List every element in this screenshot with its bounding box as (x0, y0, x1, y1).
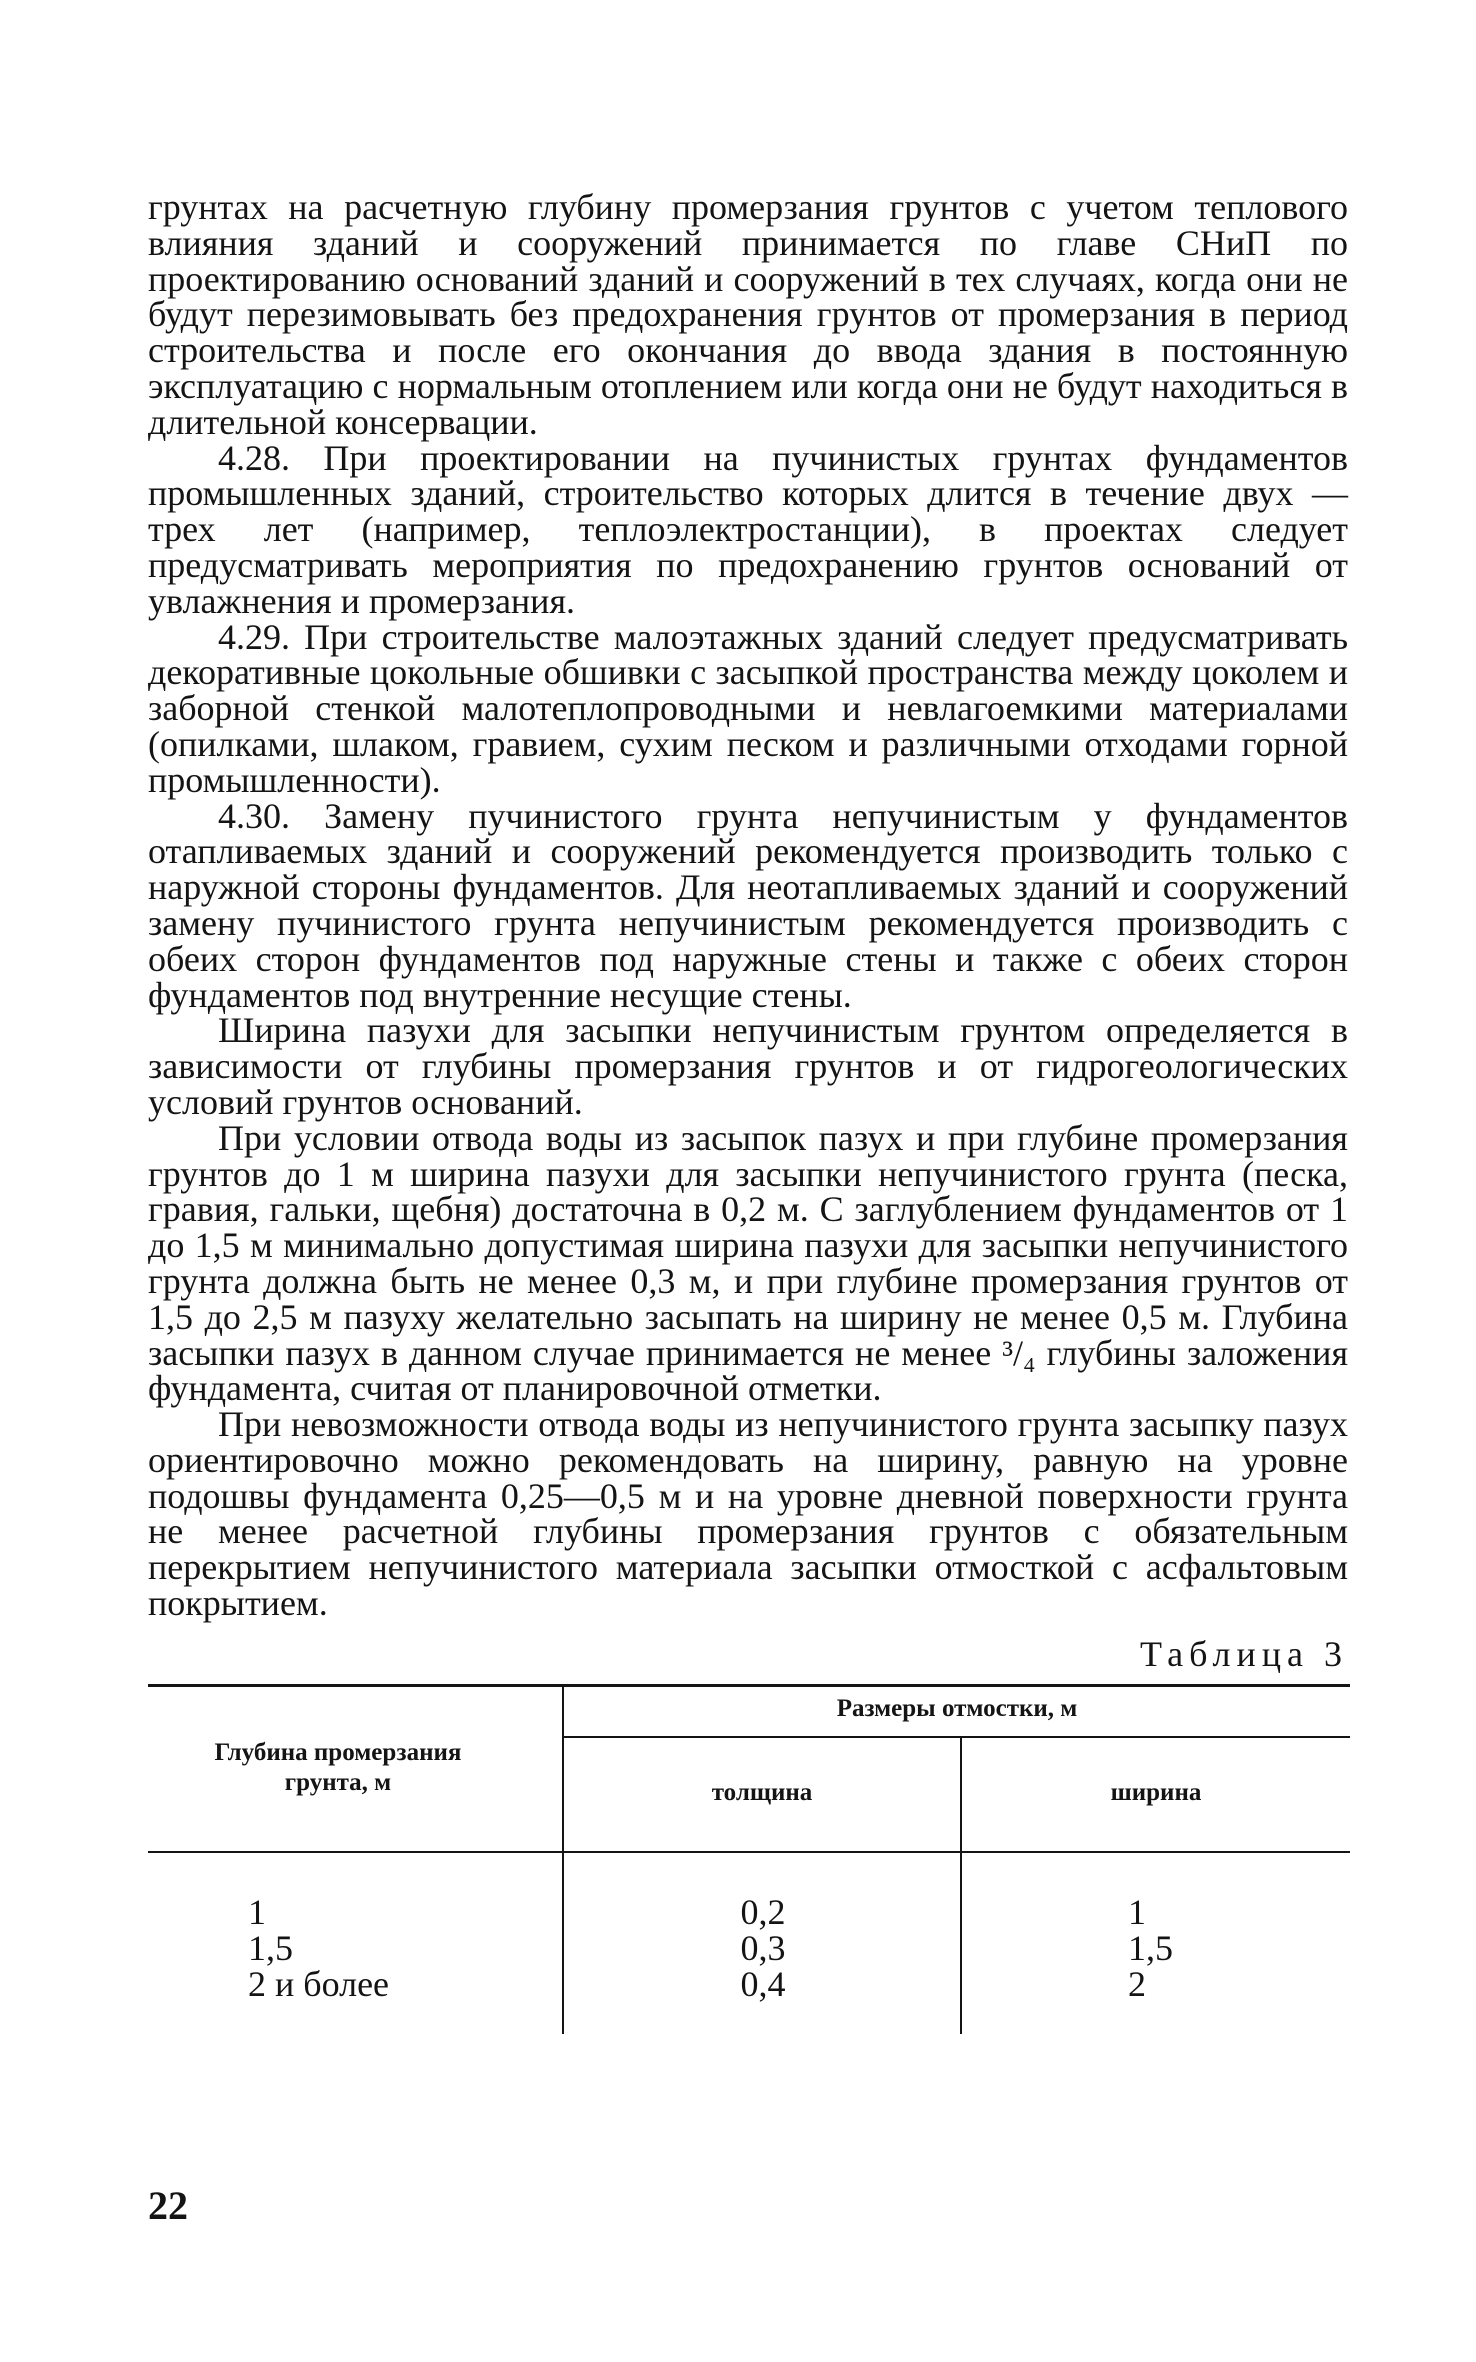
thickness-cell: 0,4 (740, 1963, 786, 2004)
table-title: Таблица 3 (1140, 1633, 1348, 1674)
paragraph-width: Ширина пазухи для засыпки непучинистым грунтом определяется в зависимости от глубины промерзания грунтов и от гидрогеологических условий грунтов оснований. (148, 1010, 1348, 1122)
table-subheader-rule (562, 1736, 1350, 1738)
paragraph-drainage: При условии отвода воды из засыпок пазух и при глубине промерзания грунтов до 1 м ширина пазухи для засыпки непучинистого грунта (песка, гравия, гальки, щебня) достаточна в 0,2 м. С заглублением фундаментов от 1 до 1,5 м минимально допустимая ширина пазухи для засыпки непучинистого грунта должна быть не менее 0,3 м, и при глубине промерзания грунтов от 1,5 до 2,5 м пазуху желательно засыпать на ширину не менее 0,5 м. Глубина засыпки пазух в данном случае принимается не менее ³/₄ глубины заложения фундамента, считая от планировочной отметки. (148, 1117, 1348, 1409)
width-cell: 2 (1128, 1963, 1146, 2004)
depth-cell: 2 и более (248, 1963, 390, 2004)
paragraph-no-drainage: При невозможности отвода воды из непучинистого грунта засыпку пазух ориентировочно можно рекомендовать на ширину, равную на уровне подошвы фундамента 0,25—0,5 м и на уровне дневной поверхности грунта не менее расчетной глубины промерзания грунтов с обязательным перекрытием непучинистого материала засыпки отмосткой с асфальтовым покрытием. (148, 1404, 1348, 1624)
foundation-table (148, 1684, 1350, 2034)
table-divider-1 (562, 1684, 564, 2034)
col2-header: толщина (711, 1778, 813, 1806)
page-number: 22 (148, 2183, 188, 2228)
depth-cell: 1 (248, 1891, 266, 1932)
paragraph-4-30: 4.30. Замену пучинистого грунта непучинистым у фундаментов отапливаемых зданий и сооружений рекомендуется производить только с наружной стороны фундаментов. Для неотапливаемых зданий и сооружений замену пучинистого грунта непучинистым рекомендуется производить с обеих сторон фундаментов под наружные стены и также с обеих сторон фундаментов под внутренние несущие стены. (148, 795, 1348, 1015)
thickness-cell: 0,3 (740, 1927, 786, 1968)
depth-cell: 1,5 (248, 1927, 293, 1968)
paragraph-continuation: грунтах на расчетную глубину промерзания грунтов с учетом теплового влияния зданий и сооружений принимается по главе СНиП по проектированию оснований зданий и сооружений в тех случаях, когда они не будут перезимовывать без предохранения грунтов от промерзания в период строительства и после его окончания до ввода здания в постоянную эксплуатацию с нормальным отоплением или когда они не будут находиться в длительной консервации. (148, 187, 1348, 442)
width-cell: 1,5 (1128, 1927, 1173, 1968)
group-header: Размеры отмостки, м (836, 1694, 1078, 1722)
col3-header: ширина (1110, 1778, 1202, 1806)
table-top-rule (148, 1684, 1350, 1687)
thickness-cell: 0,2 (740, 1891, 786, 1932)
page-content (148, 187, 1348, 2034)
width-cell: 1 (1128, 1891, 1146, 1932)
table-header-rule (148, 1851, 1350, 1853)
paragraph-4-29: 4.29. При строительстве малоэтажных зданий следует предусматривать декоративные цокольные обшивки с засыпкой пространства между цоколем и заборной стенкой малотеплопроводными и невлагоемкими материалами (опилками, шлаком, гравием, сухим песком и различными отходами горной промышленности). (148, 616, 1348, 800)
paragraph-4-28: 4.28. При проектировании на пучинистых грунтах фундаментов промышленных зданий, строительство которых длится в течение двух — трех лет (например, теплоэлектростанции), в проектах следует предусматривать мероприятия по предохранению грунтов оснований от увлажнения и промерзания. (148, 437, 1348, 621)
col1-header: Глубина промерзания грунта, м (214, 1738, 462, 1796)
